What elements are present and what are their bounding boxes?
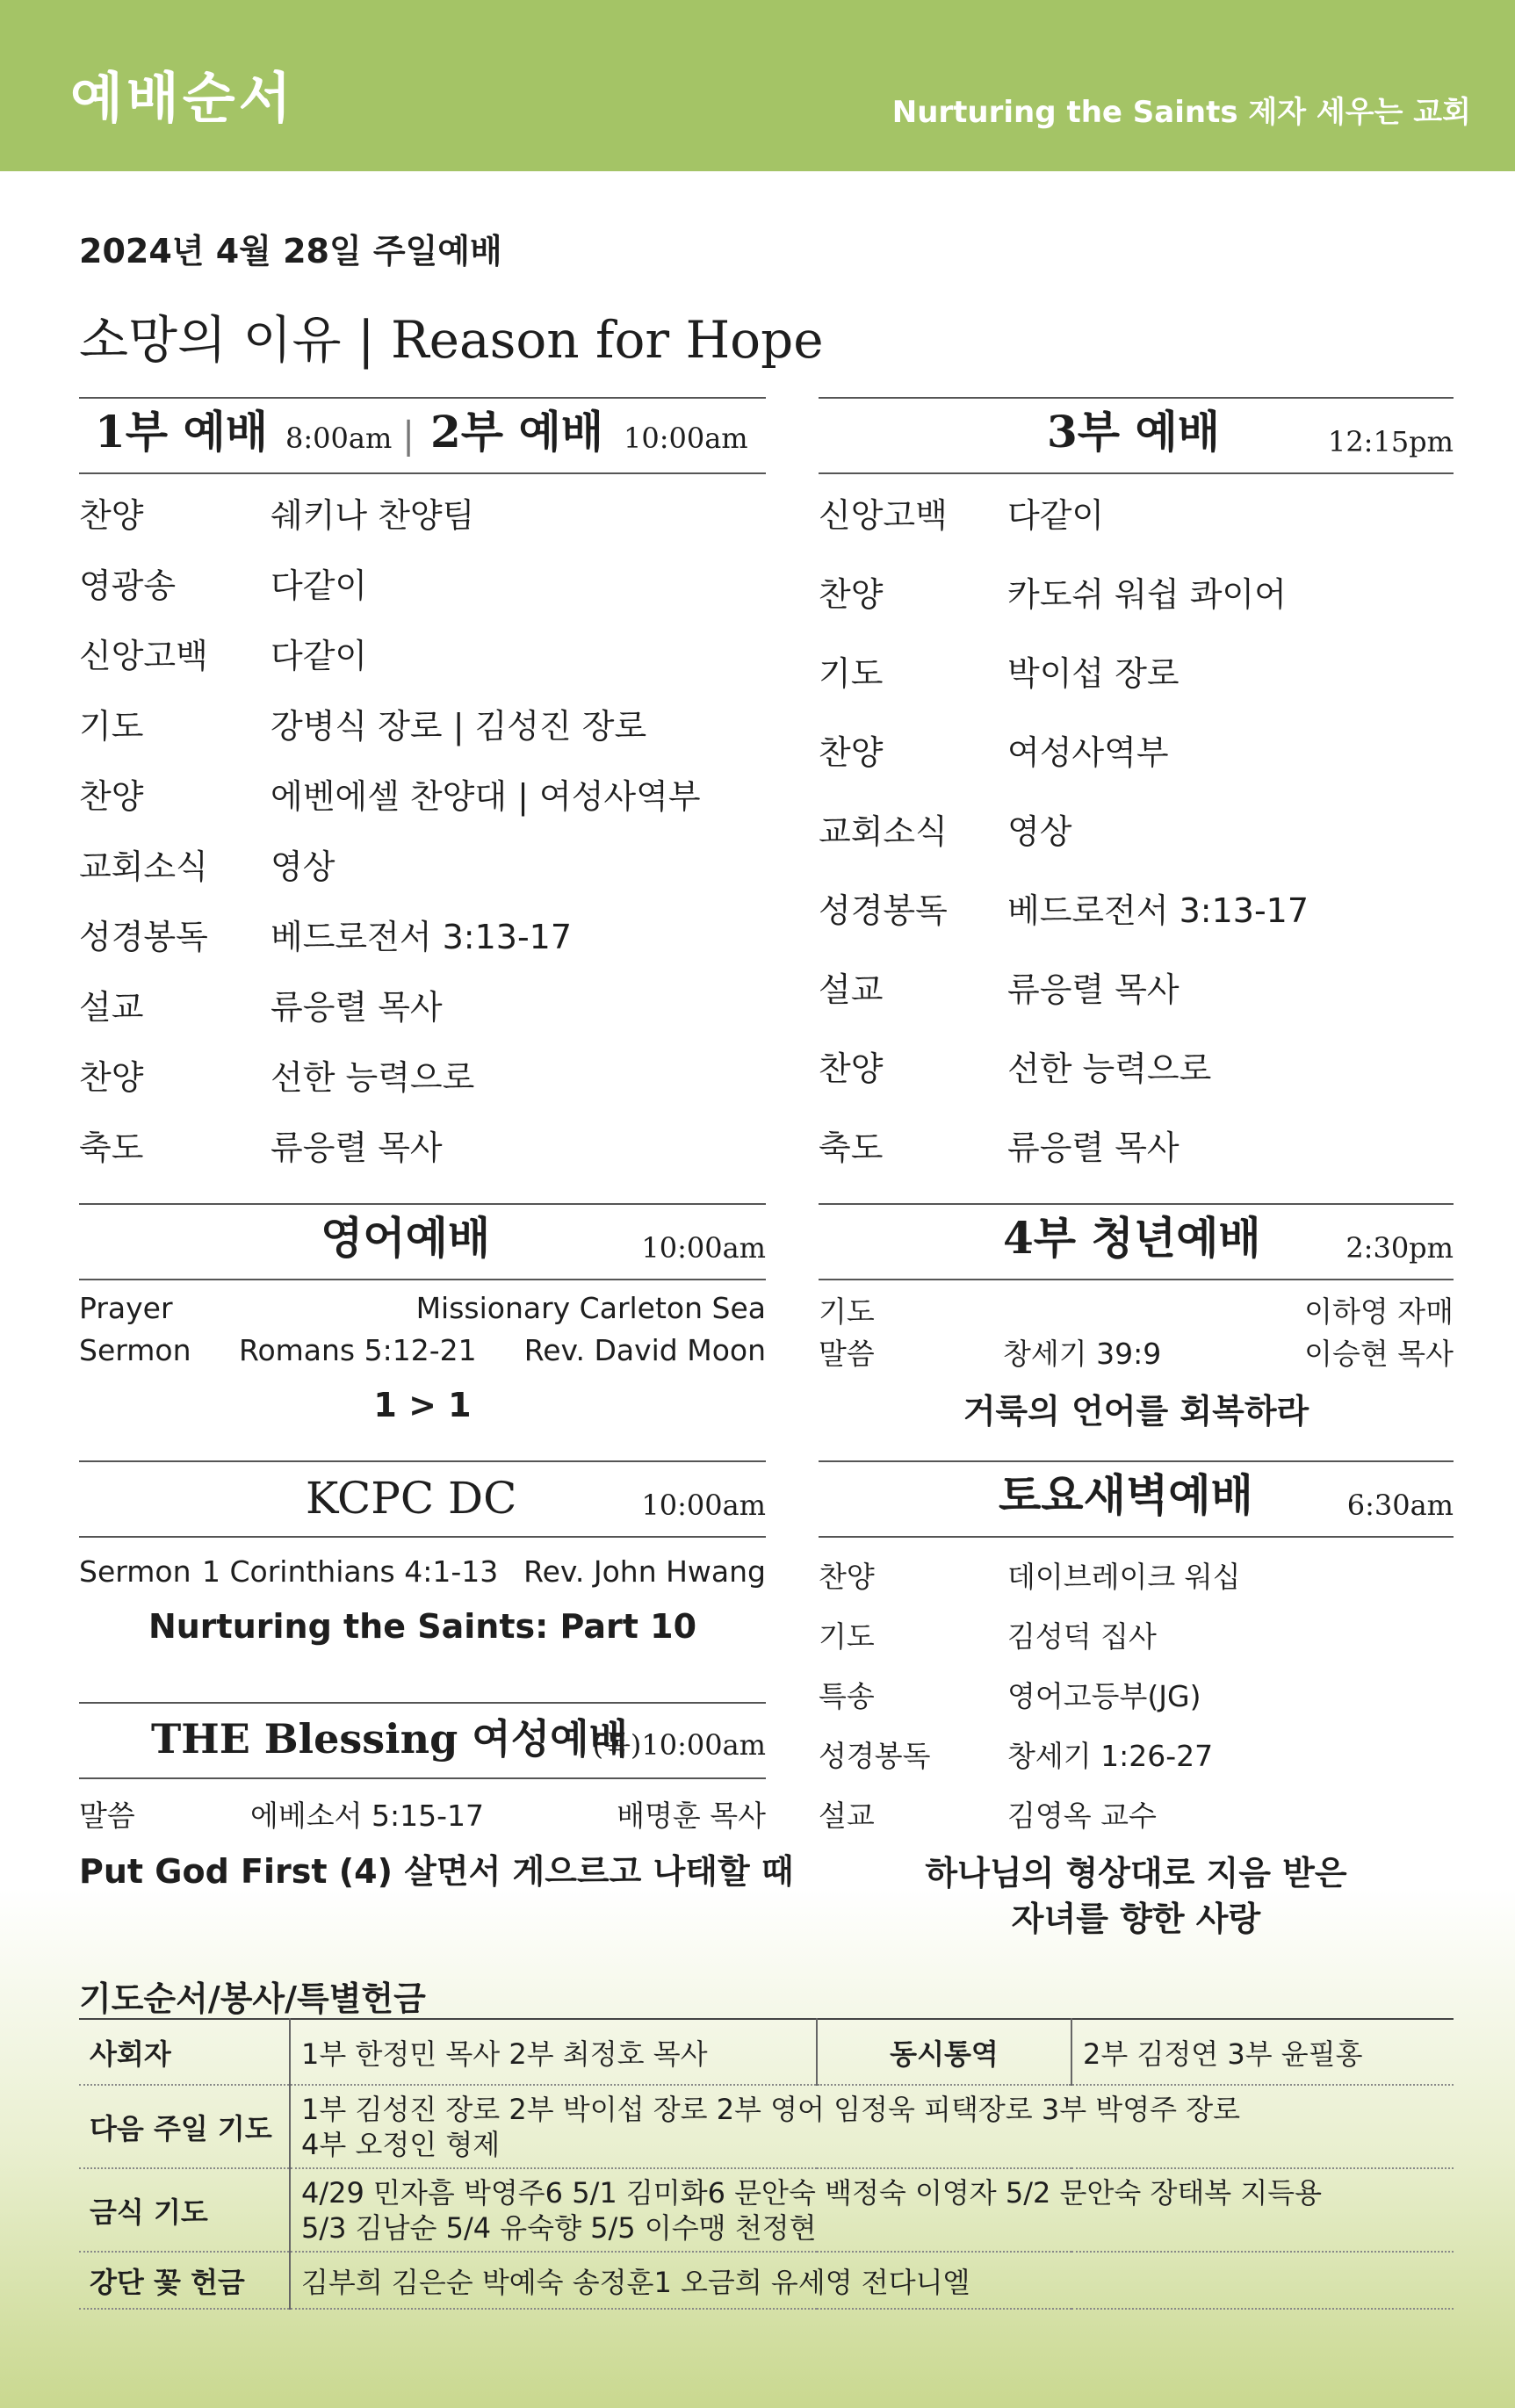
meal-label: 금식 기도 (79, 2168, 290, 2252)
host-label: 사회자 (79, 2019, 290, 2085)
row-label: 설교 (79, 988, 144, 1027)
row-preacher: Rev. John Hwang (523, 1554, 766, 1589)
row-scripture: 창세기 39:9 (1003, 1337, 1162, 1371)
service-3-title: 3부 예배 (1047, 406, 1221, 458)
service-2-title: 2부 예배 (430, 406, 604, 458)
row-value: 류응렬 목사 (1007, 1128, 1180, 1167)
row-label: 교회소식 (819, 812, 948, 851)
blessing-sermon-title: Put God First (4) 살면서 게으르고 나태할 때 (79, 1852, 794, 1891)
row-label: 찬양 (79, 777, 144, 816)
interp-value: 2부 김정연 3부 윤필홍 (1071, 2019, 1454, 2085)
header-tagline: Nurturing the Saints 제자 세우는 교회 (891, 95, 1471, 130)
row-label: 성경봉독 (79, 918, 208, 956)
date-line: 2024년 4월 28일 주일예배 (79, 232, 502, 270)
row-label: 말씀 (819, 1337, 875, 1371)
saturday-service-time: 6:30am (1346, 1489, 1454, 1522)
row-value: 류응렬 목사 (271, 1128, 443, 1167)
row-label: 기도 (819, 654, 884, 693)
row-label: 영광송 (79, 566, 177, 605)
host-value: 1부 한정민 목사 2부 최정호 목사 (290, 2019, 817, 2085)
row-value: 에벤에셀 찬양대 | 여성사역부 (271, 777, 701, 816)
english-service-title: 영어예배 (321, 1212, 491, 1264)
meal-line-1: 4/29 민자흠 박영주6 5/1 김미화6 문안숙 백정숙 이영자 5/2 문안숙 장태복 지득용 (301, 2175, 1323, 2210)
blessing-header (79, 1702, 766, 1779)
service-1-title: 1부 예배 (95, 406, 269, 458)
row-label: 기도 (819, 1619, 875, 1654)
table-row (79, 2085, 1454, 2168)
row-value: 베드로전서 3:13-17 (1007, 891, 1309, 930)
row-value: 박이섭 장로 (1007, 654, 1180, 693)
row-value: 베드로전서 3:13-17 (271, 918, 573, 956)
row-value: 이하영 자매 (1304, 1294, 1454, 1329)
flower-value: 김부희 김은순 박예숙 송정훈1 오금희 유세영 전다니엘 (290, 2252, 1454, 2309)
english-service-time: 10:00am (641, 1231, 766, 1265)
kcpc-header (79, 1460, 766, 1538)
row-label: 교회소식 (79, 847, 208, 886)
service-12-header (79, 397, 766, 474)
saturday-sermon-title-1: 하나님의 형상대로 지음 받은 (925, 1854, 1347, 1893)
row-label: 말씀 (79, 1799, 135, 1833)
youth-service-time: 2:30pm (1345, 1231, 1454, 1265)
row-label: Prayer (79, 1291, 173, 1325)
service-3-header (819, 397, 1454, 474)
youth-sermon-title: 거룩의 언어를 회복하라 (963, 1392, 1309, 1431)
header-title: 예배순서 (70, 66, 295, 130)
kcpc-title: KCPC DC (306, 1473, 517, 1524)
youth-service-header (819, 1203, 1454, 1280)
row-scripture: 1 Corinthians 4:1-13 (202, 1554, 499, 1589)
service-1-time: 8:00am (285, 422, 393, 455)
meal-line-2: 5/3 김남순 5/4 유숙향 5/5 이수맹 천정현 (301, 2210, 817, 2245)
kcpc-time: 10:00am (641, 1489, 766, 1522)
page-header (0, 0, 1515, 171)
row-value: Missionary Carleton Sea (415, 1291, 766, 1325)
kcpc-sermon-title: Nurturing the Saints: Part 10 (148, 1607, 697, 1646)
row-label: 찬양 (79, 1058, 144, 1097)
flower-label: 강단 꽃 헌금 (79, 2252, 290, 2309)
table-row (79, 2019, 1454, 2085)
service-sep: | (402, 414, 415, 457)
row-value: 다같이 (271, 566, 368, 605)
row-preacher: Rev. David Moon (523, 1333, 766, 1367)
row-value: 영상 (271, 847, 335, 886)
row-label: 특송 (819, 1679, 875, 1713)
english-sermon-title: 1 > 1 (373, 1386, 472, 1424)
next-prayer-line-1: 1부 김성진 장로 2부 박이섭 장로 2부 영어 임정욱 피택장로 3부 박영주 장로 (301, 2092, 1241, 2126)
row-value: 창세기 1:26-27 (1007, 1739, 1214, 1773)
saturday-sermon-title-2: 자녀를 향한 사랑 (1011, 1900, 1261, 1938)
interp-label: 동시통역 (817, 2019, 1071, 2085)
row-value: 여성사역부 (1007, 733, 1169, 772)
row-label: 찬양 (819, 1049, 884, 1088)
row-label: 찬양 (819, 575, 884, 614)
row-value: 김성덕 집사 (1007, 1619, 1157, 1654)
next-prayer-label: 다음 주일 기도 (79, 2085, 290, 2168)
blessing-time: (목)10:00am (592, 1728, 766, 1762)
row-label: 신앙고백 (819, 496, 948, 535)
row-label: Sermon (79, 1554, 191, 1589)
table-row (79, 2168, 1454, 2252)
row-value: 쉐키나 찬양팀 (271, 496, 475, 535)
next-prayer-line-2: 4부 오정인 형제 (301, 2127, 501, 2161)
row-label: 축도 (819, 1128, 884, 1167)
row-label: 찬양 (819, 1560, 875, 1594)
row-label: 축도 (79, 1128, 144, 1167)
row-label: 성경봉독 (819, 891, 948, 930)
row-value: 류응렬 목사 (1007, 970, 1180, 1009)
next-prayer-value (290, 2085, 1454, 2168)
row-preacher: 배명훈 목사 (617, 1799, 766, 1833)
row-value: 영어고등부(JG) (1007, 1679, 1201, 1713)
row-label: 기도 (819, 1294, 875, 1329)
row-label: 찬양 (819, 733, 884, 772)
row-value: 카도쉬 워쉽 콰이어 (1007, 575, 1287, 614)
row-value: 다같이 (271, 637, 368, 675)
sermon-title: 소망의 이유 | Reason for Hope (79, 310, 824, 370)
row-value: 데이브레이크 워십 (1007, 1560, 1241, 1594)
service-2-time: 10:00am (624, 422, 748, 455)
row-scripture: 에베소서 5:15-17 (250, 1799, 485, 1833)
bottom-title: 기도순서/봉사/특별헌금 (79, 1979, 426, 2018)
row-label: 찬양 (79, 496, 144, 535)
row-label: 신앙고백 (79, 637, 208, 675)
row-value: 강병식 장로 | 김성진 장로 (271, 707, 647, 746)
table-row (79, 2252, 1454, 2309)
youth-service-title: 4부 청년예배 (1003, 1212, 1261, 1264)
row-label: 설교 (819, 970, 884, 1009)
meal-value (290, 2168, 1454, 2252)
saturday-service-header (819, 1460, 1454, 1538)
row-scripture: Romans 5:12-21 (239, 1333, 477, 1367)
row-label: 설교 (819, 1799, 875, 1833)
row-value: 선한 능력으로 (271, 1058, 475, 1097)
service-3-time: 12:15pm (1327, 425, 1454, 458)
row-label: Sermon (79, 1333, 191, 1367)
row-preacher: 이승현 목사 (1304, 1337, 1454, 1371)
row-value: 김영옥 교수 (1007, 1799, 1157, 1833)
row-value: 류응렬 목사 (271, 988, 443, 1027)
blessing-title: THE Blessing 여성예배 (151, 1715, 629, 1763)
row-value: 선한 능력으로 (1007, 1049, 1212, 1088)
service-roles-table (79, 2018, 1454, 2310)
row-value: 영상 (1007, 812, 1072, 851)
saturday-service-title: 토요새벽예배 (999, 1469, 1253, 1521)
row-label: 기도 (79, 707, 144, 746)
english-service-header (79, 1203, 766, 1280)
row-label: 성경봉독 (819, 1739, 931, 1773)
row-value: 다같이 (1007, 496, 1105, 535)
